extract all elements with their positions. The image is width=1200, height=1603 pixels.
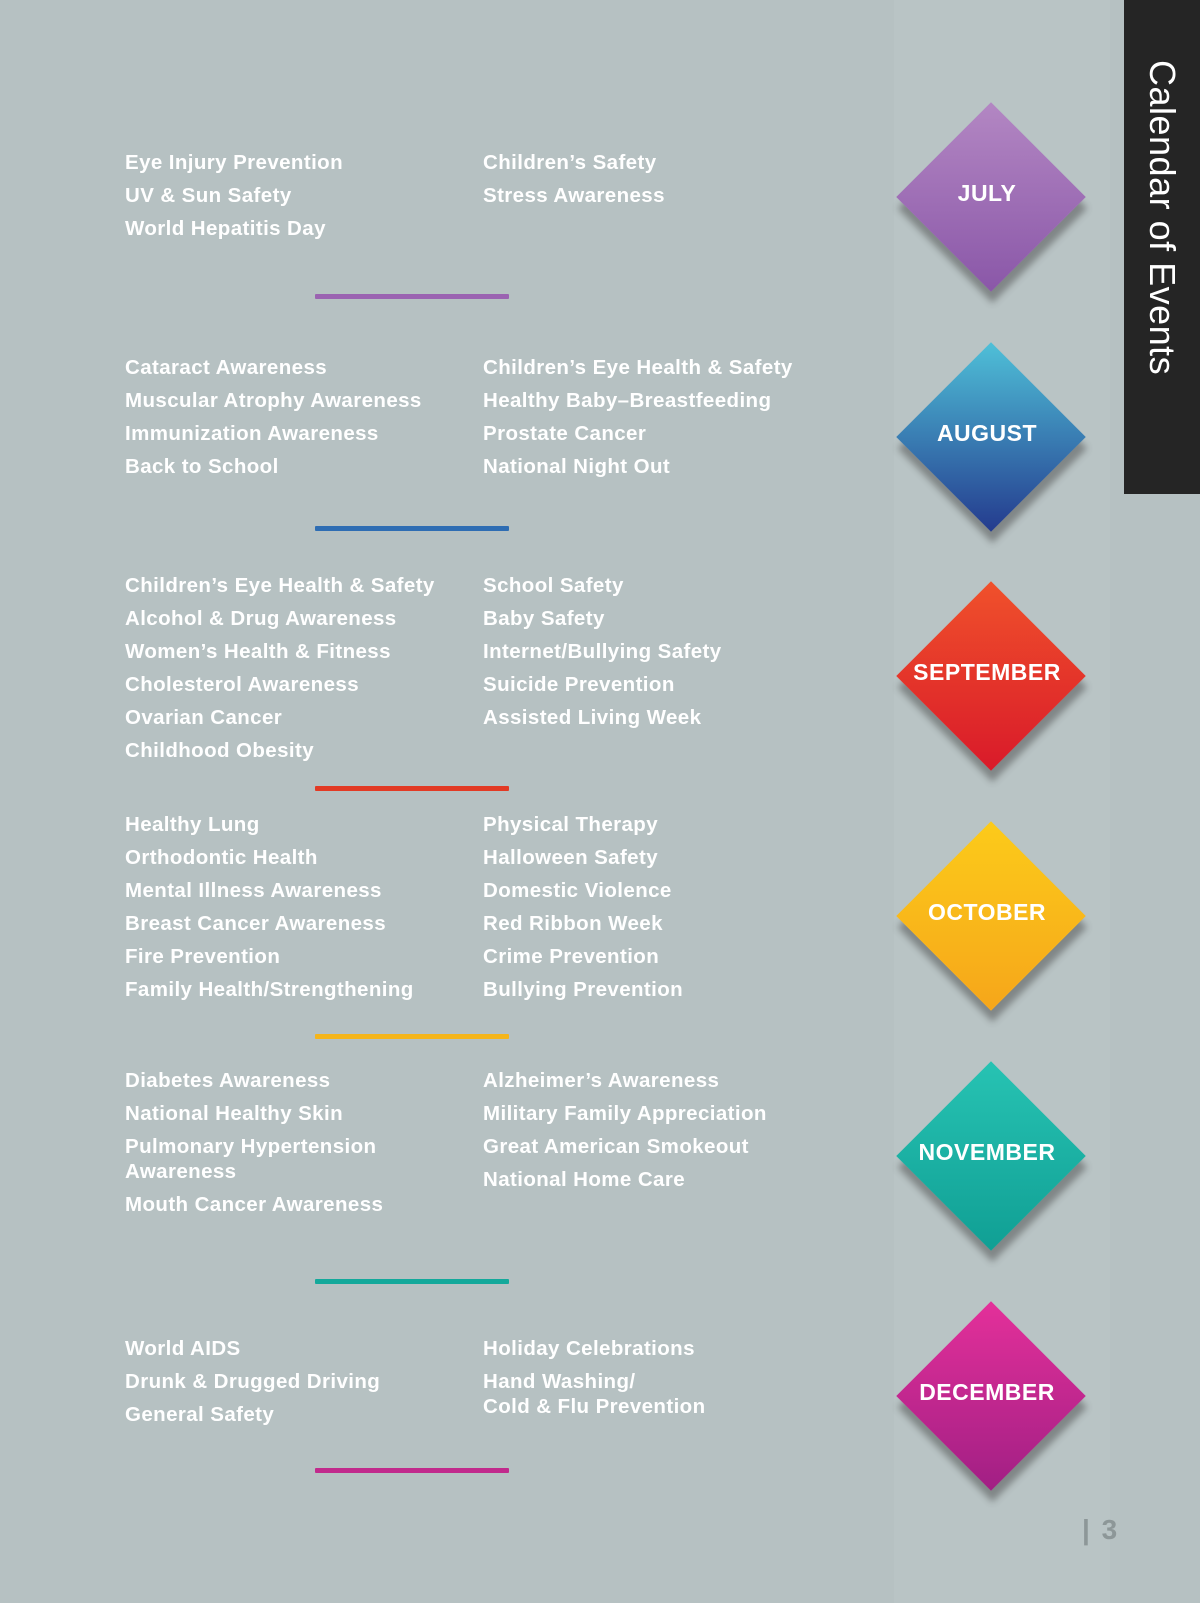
- event-item: Assisted Living Week: [483, 706, 702, 729]
- event-item: Pulmonary Hypertension Awareness: [125, 1135, 377, 1183]
- event-item: Hand Washing/ Cold & Flu Prevention: [483, 1370, 706, 1418]
- event-item: World AIDS: [125, 1337, 241, 1360]
- event-item: Internet/Bullying Safety: [483, 640, 722, 663]
- event-item: Great American Smokeout: [483, 1135, 749, 1158]
- event-item: Children’s Eye Health & Safety: [125, 574, 435, 597]
- event-item: Healthy Baby–Breastfeeding: [483, 389, 772, 412]
- event-item: Cholesterol Awareness: [125, 673, 359, 696]
- event-item: Red Ribbon Week: [483, 912, 663, 935]
- events-column-right: [483, 573, 722, 738]
- divider-line-september: [315, 786, 509, 791]
- side-title-text: Calendar of Events: [1142, 60, 1183, 376]
- divider-line-december: [315, 1468, 509, 1473]
- event-item: Women’s Health & Fitness: [125, 640, 391, 663]
- side-title: [1124, 0, 1200, 494]
- month-label: JULY: [957, 179, 1017, 206]
- events-column-left: [125, 150, 343, 249]
- event-item: Military Family Appreciation: [483, 1102, 767, 1125]
- events-column-left: [125, 812, 414, 1010]
- event-item: Childhood Obesity: [125, 739, 315, 762]
- month-badge-december: [902, 1307, 1072, 1477]
- event-item: Muscular Atrophy Awareness: [125, 389, 422, 412]
- month-badge-september: [902, 587, 1072, 757]
- events-column-left: [125, 573, 435, 771]
- month-badge-august: [902, 348, 1072, 518]
- event-item: Children’s Eye Health & Safety: [483, 356, 793, 379]
- event-item: Prostate Cancer: [483, 422, 647, 445]
- month-label: OCTOBER: [927, 898, 1047, 925]
- month-label: SEPTEMBER: [913, 658, 1061, 685]
- events-column-left: [125, 1068, 383, 1225]
- event-item: Domestic Violence: [483, 879, 672, 902]
- divider-line-august: [315, 526, 509, 531]
- month-label: DECEMBER: [919, 1378, 1055, 1405]
- divider-line-july: [315, 294, 509, 299]
- event-item: Healthy Lung: [125, 813, 260, 836]
- event-item: General Safety: [125, 1403, 275, 1426]
- divider-line-november: [315, 1279, 509, 1284]
- month-label: AUGUST: [936, 419, 1038, 446]
- events-column-left: [125, 355, 422, 487]
- event-item: Halloween Safety: [483, 846, 659, 869]
- event-item: School Safety: [483, 574, 624, 597]
- month-badge-july: [902, 108, 1072, 278]
- event-item: National Healthy Skin: [125, 1102, 344, 1125]
- events-column-left: [125, 1336, 380, 1435]
- event-item: Suicide Prevention: [483, 673, 675, 696]
- event-item: National Night Out: [483, 455, 671, 478]
- event-item: Stress Awareness: [483, 184, 665, 207]
- event-item: Back to School: [125, 455, 279, 478]
- events-column-right: [483, 1336, 706, 1427]
- event-item: Mental Illness Awareness: [125, 879, 382, 902]
- event-item: Immunization Awareness: [125, 422, 379, 445]
- event-item: Diabetes Awareness: [125, 1069, 331, 1092]
- event-item: Breast Cancer Awareness: [125, 912, 387, 935]
- divider-line-october: [315, 1034, 509, 1039]
- events-column-right: [483, 812, 683, 1010]
- event-item: Cataract Awareness: [125, 356, 328, 379]
- event-item: Children’s Safety: [483, 151, 657, 174]
- event-item: Orthodontic Health: [125, 846, 318, 869]
- event-item: Physical Therapy: [483, 813, 659, 836]
- event-item: Fire Prevention: [125, 945, 281, 968]
- event-item: Bullying Prevention: [483, 978, 684, 1001]
- page-number: | 3: [1082, 1514, 1120, 1545]
- event-item: World Hepatitis Day: [125, 217, 326, 240]
- events-column-right: [483, 150, 665, 216]
- event-item: Crime Prevention: [483, 945, 660, 968]
- month-badge-november: [902, 1067, 1072, 1237]
- event-item: Alcohol & Drug Awareness: [125, 607, 397, 630]
- event-item: Holiday Celebrations: [483, 1337, 695, 1360]
- event-item: Alzheimer’s Awareness: [483, 1069, 720, 1092]
- event-item: Eye Injury Prevention: [125, 151, 344, 174]
- event-item: National Home Care: [483, 1168, 685, 1191]
- event-item: Baby Safety: [483, 607, 605, 630]
- month-badge-october: [902, 827, 1072, 997]
- events-column-right: [483, 355, 793, 487]
- event-item: Family Health/Strengthening: [125, 978, 414, 1001]
- event-item: Ovarian Cancer: [125, 706, 283, 729]
- month-label: NOVEMBER: [918, 1138, 1056, 1165]
- event-item: Drunk & Drugged Driving: [125, 1370, 381, 1393]
- events-column-right: [483, 1068, 767, 1200]
- event-item: Mouth Cancer Awareness: [125, 1193, 384, 1216]
- event-item: UV & Sun Safety: [125, 184, 292, 207]
